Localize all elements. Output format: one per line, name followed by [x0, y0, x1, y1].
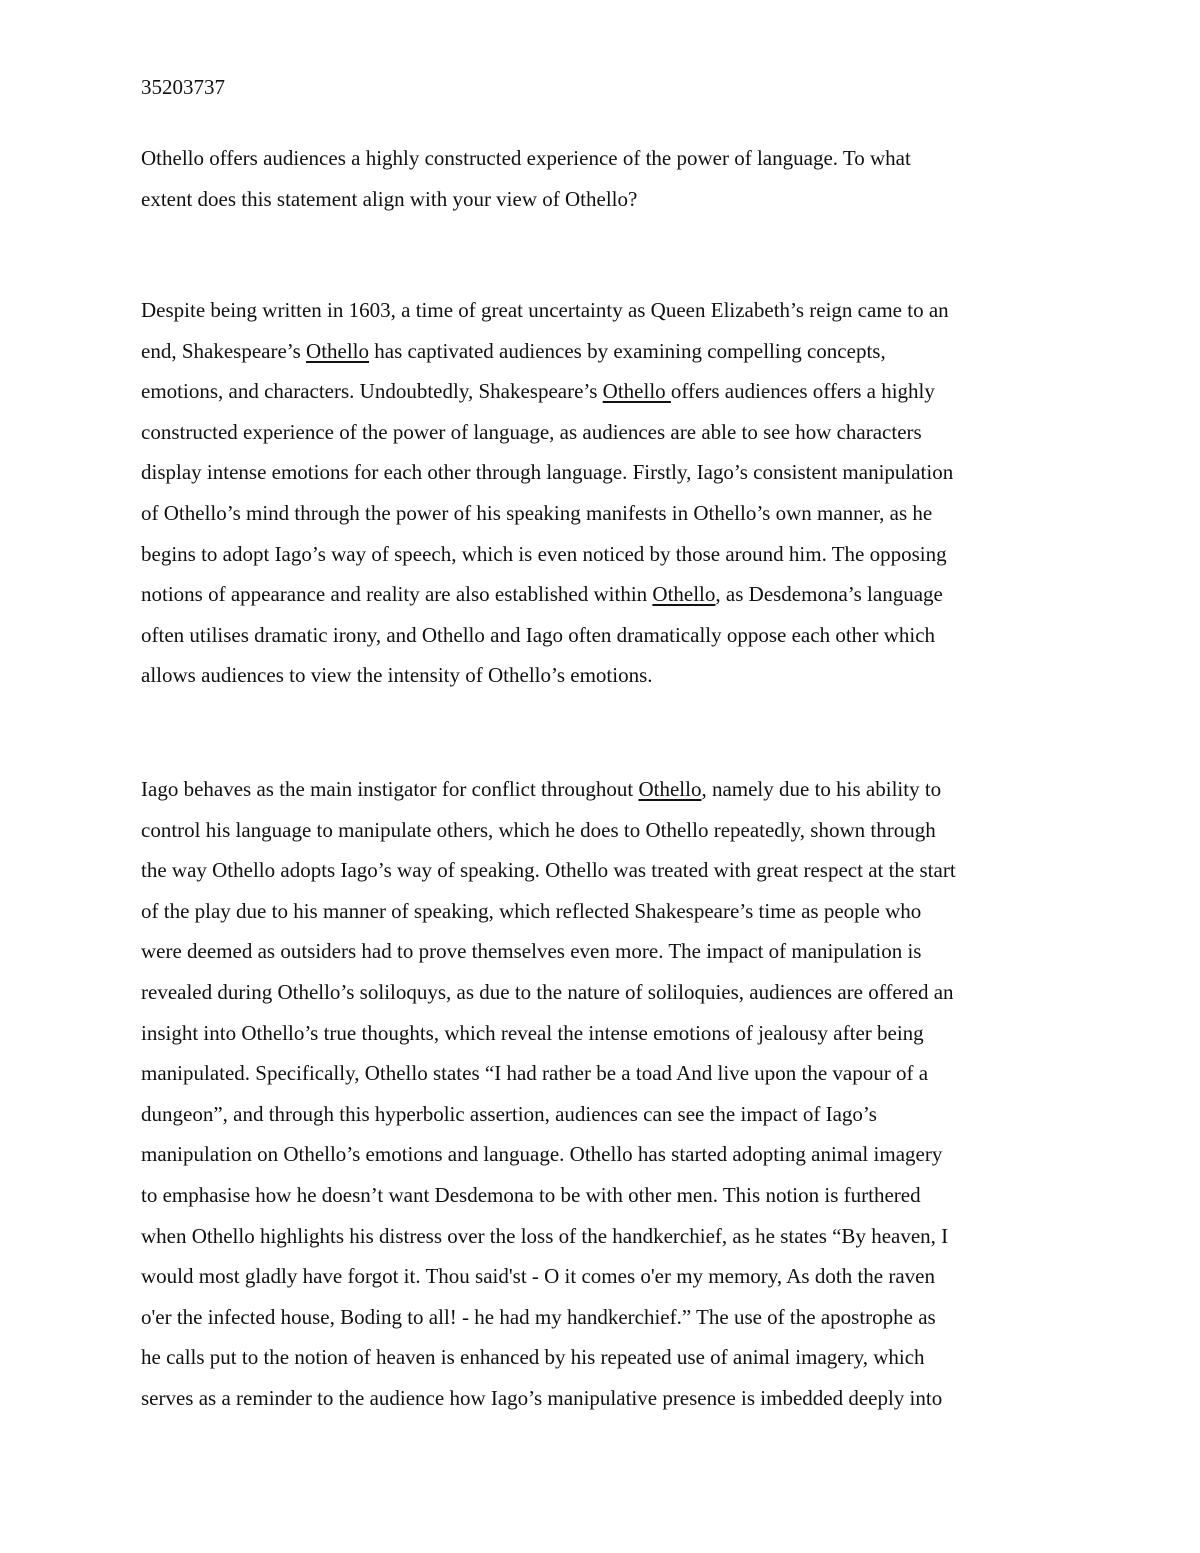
text-run: were deemed as outsiders had to prove themselves even more. The impact of manipulation is: [141, 939, 922, 964]
text-run: he calls put to the notion of heaven is enhanced by his repeated use of animal imagery, which: [141, 1345, 925, 1370]
text-line: [141, 1182, 921, 1208]
text-run: of Othello’s mind through the power of his speaking manifests in Othello’s own manner, as he: [141, 501, 933, 525]
text-run: constructed experience of the power of language, as audiences are able to see how characters: [141, 419, 922, 444]
text-line: [141, 1060, 928, 1086]
text-run: offers audiences offers a highly: [670, 379, 935, 404]
text-run: manipulated. Specifically, Othello states “I had rather be a toad And live upon the vapour of a: [141, 1061, 929, 1086]
text-line: [141, 378, 935, 404]
text-line: [141, 1304, 936, 1330]
text-line: [141, 581, 943, 607]
text-run: the way Othello adopts Iago’s way of speaking. Othello was treated with great respect at the start: [141, 858, 956, 883]
text-run: allows audiences to view the intensity of Othello’s emotions.: [141, 663, 653, 688]
text-line: [141, 500, 932, 526]
text-run: often utilises dramatic irony, and Othello and Iago often dramatically oppose each other which: [141, 622, 936, 647]
text-run: begins to adopt Iago’s way of speech, which is even noticed by those around him. The opposing: [141, 541, 947, 566]
text-line: [141, 338, 886, 364]
question-line: Othello offers audiences a highly constructed experience of the power of language. To what: [141, 146, 911, 170]
text-run: when Othello highlights his distress over the loss of the handkerchief, as he states “By heaven, I: [141, 1223, 949, 1248]
text-run: manipulation on Othello’s emotions and language. Othello has started adopting animal imagery: [141, 1142, 943, 1167]
text-line: [141, 1101, 877, 1127]
text-line: [141, 1141, 942, 1167]
student-id-header: 35203737: [141, 75, 225, 99]
text-run: emotions, and characters. Undoubtedly, Shakespeare’s: [141, 379, 603, 404]
text-line: [141, 1385, 942, 1411]
text-line: [141, 898, 921, 924]
text-run: would most gladly have forgot it. Thou said'st - O it comes o'er my memory, As doth the raven: [141, 1264, 935, 1289]
text-run: end, Shakespeare’s: [141, 338, 307, 363]
text-run: control his language to manipulate others, which he does to Othello repeatedly, shown through: [141, 817, 936, 842]
underlined-title: Othello: [652, 582, 716, 607]
text-line: [141, 1344, 925, 1370]
question-line: extent does this statement align with your view of Othello?: [141, 187, 638, 211]
text-run: insight into Othello’s true thoughts, which reveal the intense emotions of jealousy after being: [141, 1020, 924, 1045]
text-line: [141, 1223, 948, 1249]
text-run: Iago behaves as the main instigator for conflict throughout: [141, 777, 639, 801]
text-run: display intense emotions for each other through language. Firstly, Iago’s consistent manipulation: [141, 460, 954, 485]
text-run: Despite being written in 1603, a time of great uncertainty as Queen Elizabeth’s reign came to an: [141, 298, 949, 322]
text-run: has captivated audiences by examining compelling concepts,: [369, 338, 886, 363]
text-line: [141, 979, 954, 1005]
underlined-title: Othello: [306, 338, 370, 363]
text-line: [141, 297, 949, 323]
text-line: [141, 662, 653, 688]
text-run: to emphasise how he doesn’t want Desdemona to be with other men. This notion is furthered: [141, 1183, 921, 1207]
text-line: [141, 1020, 924, 1046]
text-run: o'er the infected house, Boding to all! - he had my handkerchief.” The use of the apostrophe as: [141, 1304, 936, 1329]
text-run: notions of appearance and reality are also established within: [141, 582, 653, 607]
text-line: [141, 817, 936, 843]
underlined-title: Othello: [602, 379, 671, 404]
text-line: [141, 1263, 935, 1289]
text-run: serves as a reminder to the audience how Iago’s manipulative presence is imbedded deeply into: [141, 1386, 943, 1410]
text-line: [141, 459, 953, 485]
text-line: [141, 419, 922, 445]
underlined-title: Othello: [638, 777, 702, 801]
text-run: revealed during Othello’s soliloquys, as due to the nature of soliloquies, audiences are offered an: [141, 980, 954, 1004]
text-line: [141, 776, 941, 802]
text-line: [141, 938, 921, 964]
text-run: , namely due to his ability to: [701, 777, 942, 801]
text-line: [141, 857, 956, 883]
text-run: of the play due to his manner of speaking, which reflected Shakespeare’s time as people who: [141, 898, 922, 923]
text-line: [141, 622, 935, 648]
text-line: [141, 541, 947, 567]
text-run: dungeon”, and through this hyperbolic assertion, audiences can see the impact of Iago’s: [141, 1101, 877, 1126]
text-run: , as Desdemona’s language: [715, 582, 943, 607]
